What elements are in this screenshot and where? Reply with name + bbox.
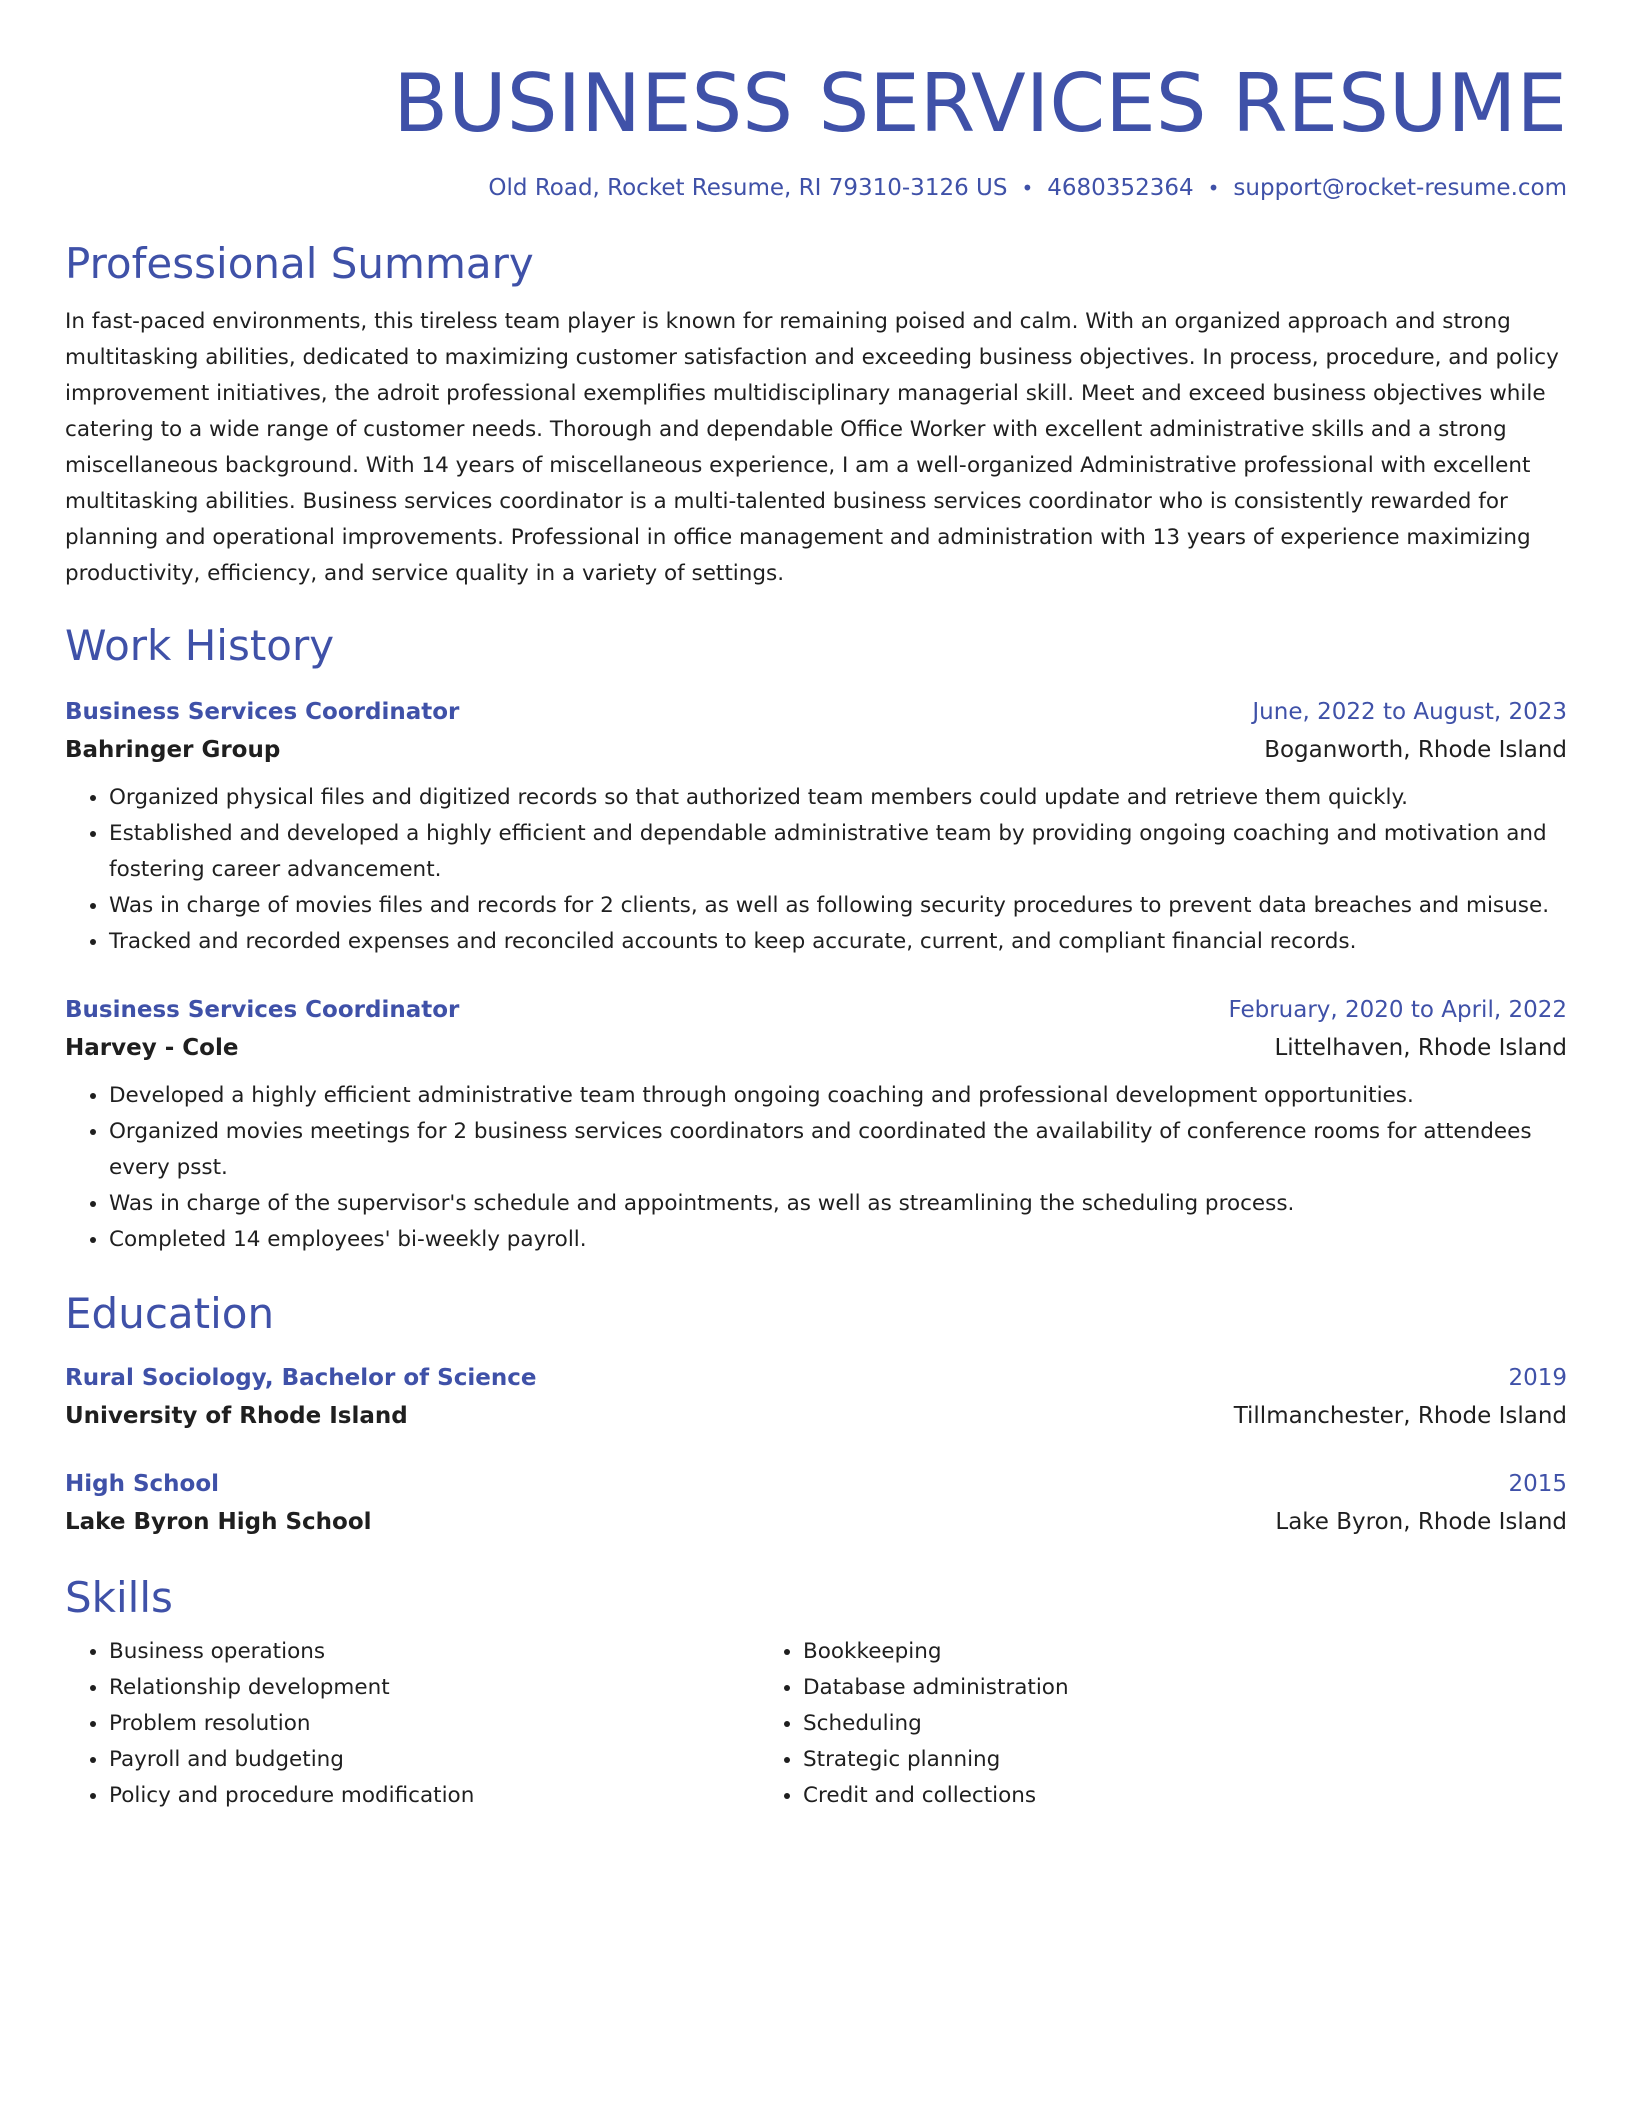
skill-item: • Strategic planning: [803, 1742, 1453, 1778]
education-school: Lake Byron High School: [65, 1509, 372, 1535]
job-location: Littelhaven, Rhode Island: [1274, 1035, 1567, 1061]
skill-item: • Relationship development: [109, 1670, 759, 1706]
education-header-row: [65, 1360, 1567, 1396]
job-bullets: [65, 1078, 1567, 1258]
contact-email[interactable]: support@rocket-resume.com: [1233, 175, 1567, 201]
education-location: Lake Byron, Rhode Island: [1275, 1509, 1567, 1535]
education-degree: Rural Sociology, Bachelor of Science: [65, 1365, 537, 1391]
job-bullet: • Organized physical files and digitized records so that authorized team members could update and retrieve them quickly.: [109, 780, 1567, 816]
summary-text: In fast-paced environments, this tireless team player is known for remaining poised and calm. With an organized approach and strong multitasking abilities, dedicated to maximizing customer satisfaction and exceeding business objectives. In process, procedure, and policy improvement initiatives, the adroit professional exemplifies multidisciplinary managerial skill. Meet and exceed business objectives while catering to a wide range of customer needs. Thorough and dependable Office Worker with excellent administrative skills and a strong miscellaneous background. With 14 years of miscellaneous experience, I am a well-organized Administrative professional with excellent multitasking abilities. Business services coordinator is a multi-talented business services coordinator who is consistently rewarded for planning and operational improvements. Professional in office management and administration with 13 years of experience maximizing productivity, efficiency, and service quality in a variety of settings.: [65, 309, 1559, 586]
job-entry: [65, 694, 1567, 960]
contact-separator: •: [1021, 176, 1034, 200]
skills-columns: [65, 1634, 1567, 1814]
job-dates: February, 2020 to April, 2022: [1228, 997, 1567, 1023]
contact-separator: •: [1207, 176, 1220, 200]
contact-line: [65, 172, 1567, 204]
skill-item: • Database administration: [803, 1670, 1453, 1706]
job-bullet: • Developed a highly efficient administrative team through ongoing coaching and professional development opportunities.: [109, 1078, 1567, 1114]
job-header-row: [65, 694, 1567, 730]
contact-phone: 4680352364: [1047, 175, 1194, 201]
skill-item: • Scheduling: [803, 1706, 1453, 1742]
education-entry: [65, 1360, 1567, 1436]
job-bullet: • Completed 14 employees' bi-weekly payroll.: [109, 1222, 1567, 1258]
education-year: 2015: [1508, 1471, 1567, 1497]
job-company-row: [65, 730, 1567, 770]
skill-item: • Problem resolution: [109, 1706, 759, 1742]
education-year: 2019: [1508, 1365, 1567, 1391]
work-history-heading: Work History: [65, 621, 335, 670]
job-company: Bahringer Group: [65, 737, 281, 763]
contact-address: Old Road, Rocket Resume, RI 79310-3126 US: [488, 175, 1008, 201]
skill-item: • Bookkeeping: [803, 1634, 1453, 1670]
job-dates: June, 2022 to August, 2023: [1252, 699, 1567, 725]
job-bullet: • Established and developed a highly efficient and dependable administrative team by providing ongoing coaching and motivation and fostering career advancement.: [109, 816, 1567, 888]
education-degree: High School: [65, 1471, 220, 1497]
education-entry: [65, 1466, 1567, 1542]
education-school-row: [65, 1502, 1567, 1542]
job-location: Boganworth, Rhode Island: [1264, 737, 1567, 763]
education-header-row: [65, 1466, 1567, 1502]
summary-heading: Professional Summary: [65, 239, 534, 288]
skill-item: • Credit and collections: [803, 1778, 1453, 1814]
job-bullets: [65, 780, 1567, 960]
job-header-row: [65, 992, 1567, 1028]
job-company: Harvey - Cole: [65, 1035, 239, 1061]
education-heading: Education: [65, 1289, 275, 1338]
job-bullet: • Was in charge of movies files and records for 2 clients, as well as following security procedures to prevent data breaches and misuse.: [109, 888, 1567, 924]
skills-list-right: [759, 1634, 1453, 1814]
skill-item: • Business operations: [109, 1634, 759, 1670]
skill-item: • Policy and procedure modification: [109, 1778, 759, 1814]
job-title: Business Services Coordinator: [65, 699, 460, 725]
education-school-row: [65, 1396, 1567, 1436]
skill-item: • Payroll and budgeting: [109, 1742, 759, 1778]
job-bullet: • Organized movies meetings for 2 business services coordinators and coordinated the availability of conference rooms for attendees every psst.: [109, 1114, 1567, 1186]
education-school: University of Rhode Island: [65, 1403, 408, 1429]
skills-heading: Skills: [65, 1573, 173, 1622]
resume-title: BUSINESS SERVICES RESUME: [393, 57, 1567, 150]
job-bullet: • Tracked and recorded expenses and reconciled accounts to keep accurate, current, and compliant financial records.: [109, 924, 1567, 960]
job-company-row: [65, 1028, 1567, 1068]
job-title: Business Services Coordinator: [65, 997, 460, 1023]
job-bullet: • Was in charge of the supervisor's schedule and appointments, as well as streamlining the scheduling process.: [109, 1186, 1567, 1222]
skills-list-left: [65, 1634, 759, 1814]
job-entry: [65, 992, 1567, 1258]
education-location: Tillmanchester, Rhode Island: [1233, 1403, 1567, 1429]
